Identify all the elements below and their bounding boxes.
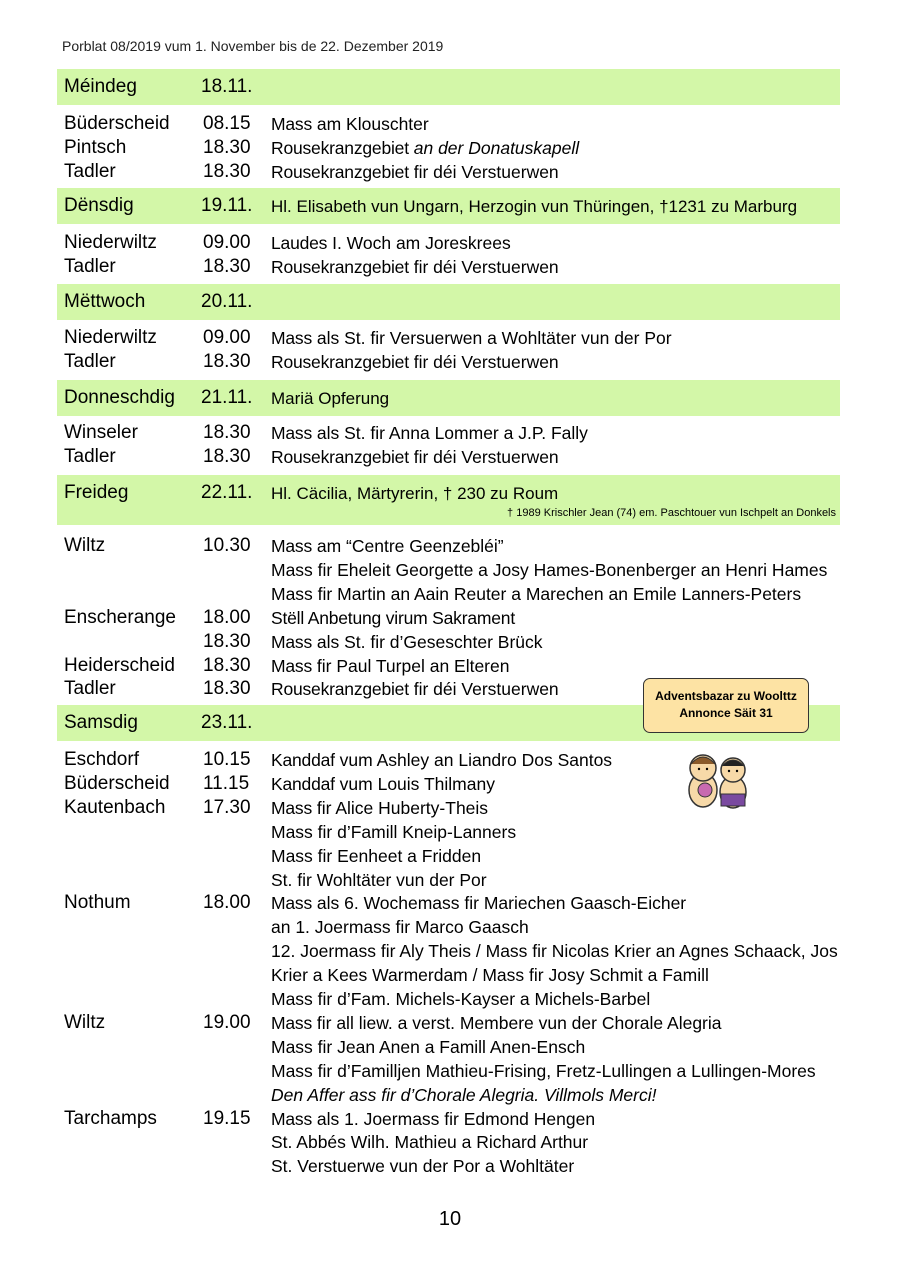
- location: Büderscheid: [64, 113, 170, 134]
- service-type: Rousekranzgebiet: [271, 446, 409, 467]
- location: Wiltz: [64, 1011, 106, 1033]
- location: Tadler: [64, 350, 116, 372]
- service-type: Laudes: [271, 233, 328, 253]
- time: 18.30: [203, 630, 251, 652]
- service-detail: fir déi Verstuerwen: [408, 256, 559, 277]
- day-name: Mëttwoch: [64, 291, 146, 312]
- location: Tadler: [64, 678, 116, 700]
- location: Heiderscheid: [64, 654, 175, 676]
- service-type: Stëll Anbetung virum Sakrament: [271, 607, 515, 628]
- service-text: [271, 1083, 656, 1107]
- service-type: Mass: [271, 631, 313, 652]
- location: Winseler: [64, 422, 138, 443]
- service-detail: fir Alice Huberty-Theis: [312, 797, 489, 818]
- service-detail: als 6. Wochemass fir Mariechen Gaasch-Eicher: [312, 893, 687, 914]
- service-text: [271, 963, 709, 987]
- schedule-row: [0, 748, 900, 772]
- service-text: [271, 255, 559, 279]
- badge-line-2: Annonce Säit 31: [679, 706, 773, 720]
- time: 18.30: [203, 136, 251, 158]
- badge-line-1: Adventsbazar zu Woolttz: [655, 689, 797, 703]
- service-text: [271, 160, 559, 184]
- schedule-row: [0, 654, 900, 678]
- service-note: Den Affer ass fir d’Chorale Alegria. Villmols Merci!: [271, 1084, 657, 1105]
- service-text: [271, 606, 515, 630]
- schedule-row: [0, 987, 900, 1011]
- service-detail: fir déi Verstuerwen: [408, 351, 559, 372]
- time: 18.30: [203, 445, 251, 467]
- service-detail: Mass fir d’Famill Kneip-Lanners: [271, 821, 517, 842]
- schedule-row: [0, 1130, 900, 1154]
- day-name: Méindeg: [64, 76, 137, 97]
- schedule-row: [0, 606, 900, 630]
- schedule-row: [0, 1083, 900, 1107]
- schedule-row: [0, 939, 900, 963]
- service-detail: I. Woch am Joreskrees: [327, 233, 511, 253]
- service-text: [271, 654, 509, 678]
- service-text: [271, 891, 686, 915]
- service-type: Kanddaf: [271, 773, 335, 794]
- schedule-row: [0, 1011, 900, 1035]
- service-detail: St. fir Wohltäter vun der Por: [271, 869, 487, 890]
- day-name: Samsdig: [64, 712, 138, 733]
- schedule-row: [0, 868, 900, 892]
- memorial-note: † 1989 Krischler Jean (74) em. Paschtouer vun Ischpelt an Donkels: [507, 507, 836, 519]
- service-type: Rousekranzgebiet: [271, 256, 409, 277]
- time: 18.30: [203, 160, 251, 182]
- day-header-band: [57, 284, 840, 320]
- service-detail: Krier a Kees Warmerdam / Mass fir Josy Schmit a Famill: [271, 965, 709, 986]
- service-text: [271, 844, 481, 868]
- service-detail: fir Paul Turpel an Elteren: [312, 655, 510, 676]
- schedule-row: [0, 1154, 900, 1178]
- service-text: [271, 326, 672, 350]
- service-type: Rousekranzgebiet: [271, 161, 409, 182]
- service-detail: vum Louis Thilmany: [334, 773, 495, 794]
- service-type: Mass: [271, 328, 313, 348]
- location: Niederwiltz: [64, 327, 157, 348]
- service-text: [271, 915, 529, 939]
- service-detail: vum Ashley an Liandro Dos Santos: [334, 750, 613, 770]
- schedule-row: [0, 963, 900, 987]
- time: 08.15: [203, 113, 251, 134]
- day-date: 19.11.: [201, 195, 253, 216]
- service-text: [271, 421, 588, 445]
- location: Tadler: [64, 255, 116, 277]
- day-date: 18.11.: [201, 76, 253, 97]
- service-text: [271, 939, 838, 963]
- service-text: [271, 820, 516, 844]
- service-detail: St. Verstuerwe vun der Por a Wohltäter: [271, 1156, 575, 1177]
- service-detail: Mass fir d’Fam. Michels-Kayser a Michels-Barbel: [271, 989, 651, 1009]
- service-detail: Mass fir Eheleit Georgette a Josy Hames-Bonenberger an Henri Hames: [271, 559, 828, 580]
- feast-label: Mariä Opferung: [271, 389, 390, 408]
- service-text: [271, 677, 559, 701]
- service-detail: am Klouschter: [312, 114, 429, 134]
- time: 18.30: [203, 678, 251, 700]
- time: 10.15: [203, 749, 251, 770]
- location: Tadler: [64, 160, 116, 182]
- time: 19.00: [203, 1011, 251, 1033]
- service-detail: am “Centre Geenzebléi”: [312, 536, 504, 556]
- children-illustration-icon: [683, 750, 753, 810]
- location: Eschdorf: [64, 749, 139, 770]
- service-text: [271, 582, 801, 606]
- service-type: Mass: [271, 536, 313, 556]
- service-text: [271, 868, 487, 892]
- service-detail: Mass fir Martin an Aain Reuter a Marechen an Emile Lanners-Peters: [271, 583, 802, 604]
- service-detail: als St. fir d’Geseschter Brück: [312, 631, 543, 652]
- time: 18.00: [203, 892, 251, 914]
- service-text: [271, 1011, 722, 1035]
- schedule-row: [0, 915, 900, 939]
- schedule-row: [0, 326, 900, 350]
- schedule-row: [0, 534, 900, 558]
- schedule-row: [0, 112, 900, 136]
- location: Nothum: [64, 892, 131, 914]
- time: 11.15: [203, 772, 250, 794]
- schedule-row: [0, 1059, 900, 1083]
- service-text: [271, 136, 579, 160]
- service-type: Rousekranzgebiet: [271, 137, 409, 158]
- service-text: [271, 1035, 585, 1059]
- service-note: an der Donatuskapell: [413, 137, 580, 158]
- service-text: [271, 748, 612, 772]
- schedule-row: [0, 558, 900, 582]
- service-type: Rousekranzgebiet: [271, 351, 409, 372]
- service-type: Mass: [271, 423, 313, 443]
- schedule-row: [0, 421, 900, 445]
- service-type: Mass: [271, 1108, 313, 1129]
- service-type: Mass: [271, 114, 313, 134]
- time: 18.30: [203, 654, 251, 676]
- day-date: 20.11.: [201, 291, 253, 312]
- service-detail: Mass fir Eenheet a Fridden: [271, 845, 482, 866]
- schedule-row: [0, 891, 900, 915]
- day-name: Dënsdig: [64, 195, 134, 216]
- schedule-row: [0, 350, 900, 374]
- schedule-row: [0, 255, 900, 279]
- day-header-band: [57, 69, 840, 105]
- service-text: [271, 112, 429, 136]
- schedule-row: [0, 1107, 900, 1131]
- page-header: Porblat 08/2019 vum 1. November bis de 22. Dezember 2019: [62, 38, 444, 54]
- service-text: [271, 1107, 595, 1131]
- service-text: [271, 1130, 588, 1154]
- day-name: Freideg: [64, 482, 129, 503]
- schedule-row: [0, 844, 900, 868]
- service-text: [271, 350, 559, 374]
- time: 18.30: [203, 255, 251, 277]
- location: Kautenbach: [64, 796, 166, 818]
- service-detail: als St. fir Anna Lommer a J.P. Fally: [312, 423, 588, 443]
- service-type: Rousekranzgebiet: [271, 679, 409, 700]
- service-detail: 12. Joermass fir Aly Theis / Mass fir Nicolas Krier an Agnes Schaack, Jos: [271, 941, 838, 962]
- service-text: [271, 1059, 816, 1083]
- service-detail: fir déi Verstuerwen: [408, 679, 559, 700]
- service-text: [271, 231, 511, 255]
- service-type: Mass: [271, 797, 313, 818]
- time: 09.00: [203, 232, 251, 253]
- time: 17.30: [203, 796, 251, 818]
- service-detail: Mass fir d’Familljen Mathieu-Frising, Fretz-Lullingen a Lullingen-Mores: [271, 1060, 816, 1081]
- schedule-row: [0, 772, 900, 796]
- schedule-row: [0, 445, 900, 469]
- schedule-row: [0, 160, 900, 184]
- day-name: Donneschdig: [64, 387, 175, 408]
- service-text: [271, 534, 504, 558]
- location: Pintsch: [64, 136, 127, 158]
- service-text: [271, 987, 650, 1011]
- time: 18.00: [203, 606, 251, 628]
- day-date: 21.11.: [201, 387, 253, 408]
- schedule-row: [0, 1035, 900, 1059]
- service-type: Kanddaf: [271, 750, 335, 770]
- service-text: [271, 796, 488, 820]
- day-date: 22.11.: [201, 482, 253, 503]
- schedule-row: [0, 136, 900, 160]
- service-text: [271, 1154, 574, 1178]
- schedule-row: [0, 630, 900, 654]
- time: 10.30: [203, 535, 251, 556]
- service-text: [271, 558, 827, 582]
- time: 18.30: [203, 422, 251, 443]
- location: Tadler: [64, 445, 116, 467]
- schedule-row: [0, 231, 900, 255]
- location: Niederwiltz: [64, 232, 157, 253]
- service-detail: als 1. Joermass fir Edmond Hengen: [312, 1108, 596, 1129]
- service-detail: fir all liew. a verst. Membere vun der Chorale Alegria: [312, 1012, 722, 1033]
- schedule-row: [0, 796, 900, 820]
- service-type: Mass: [271, 655, 313, 676]
- location: Wiltz: [64, 535, 106, 556]
- time: 19.15: [203, 1107, 251, 1129]
- service-detail: an 1. Joermass fir Marco Gaasch: [271, 917, 529, 938]
- feast-label: Hl. Cäcilia, Märtyrerin, † 230 zu Roum: [271, 484, 559, 503]
- time: 09.00: [203, 327, 251, 348]
- location: Büderscheid: [64, 772, 170, 794]
- service-type: Mass: [271, 1012, 313, 1033]
- service-detail: fir déi Verstuerwen: [408, 446, 559, 467]
- service-detail: St. Abbés Wilh. Mathieu a Richard Arthur: [271, 1132, 589, 1153]
- service-text: [271, 630, 543, 654]
- service-text: [271, 445, 559, 469]
- time: 18.30: [203, 350, 251, 372]
- advent-bazaar-badge: [643, 678, 809, 733]
- service-text: [271, 772, 495, 796]
- service-type: Mass: [271, 893, 313, 914]
- location: Enscherange: [64, 606, 176, 628]
- location: Tarchamps: [64, 1107, 157, 1129]
- schedule-row: [0, 582, 900, 606]
- service-detail: Mass fir Jean Anen a Famill Anen-Ensch: [271, 1036, 586, 1057]
- page-number: 10: [438, 1208, 462, 1230]
- service-detail: als St. fir Versuerwen a Wohltäter vun der Por: [312, 328, 672, 348]
- service-detail: fir déi Verstuerwen: [408, 161, 559, 182]
- day-date: 23.11.: [201, 712, 253, 733]
- schedule-row: [0, 820, 900, 844]
- feast-label: Hl. Elisabeth vun Ungarn, Herzogin vun Thüringen, †1231 zu Marburg: [271, 197, 798, 216]
